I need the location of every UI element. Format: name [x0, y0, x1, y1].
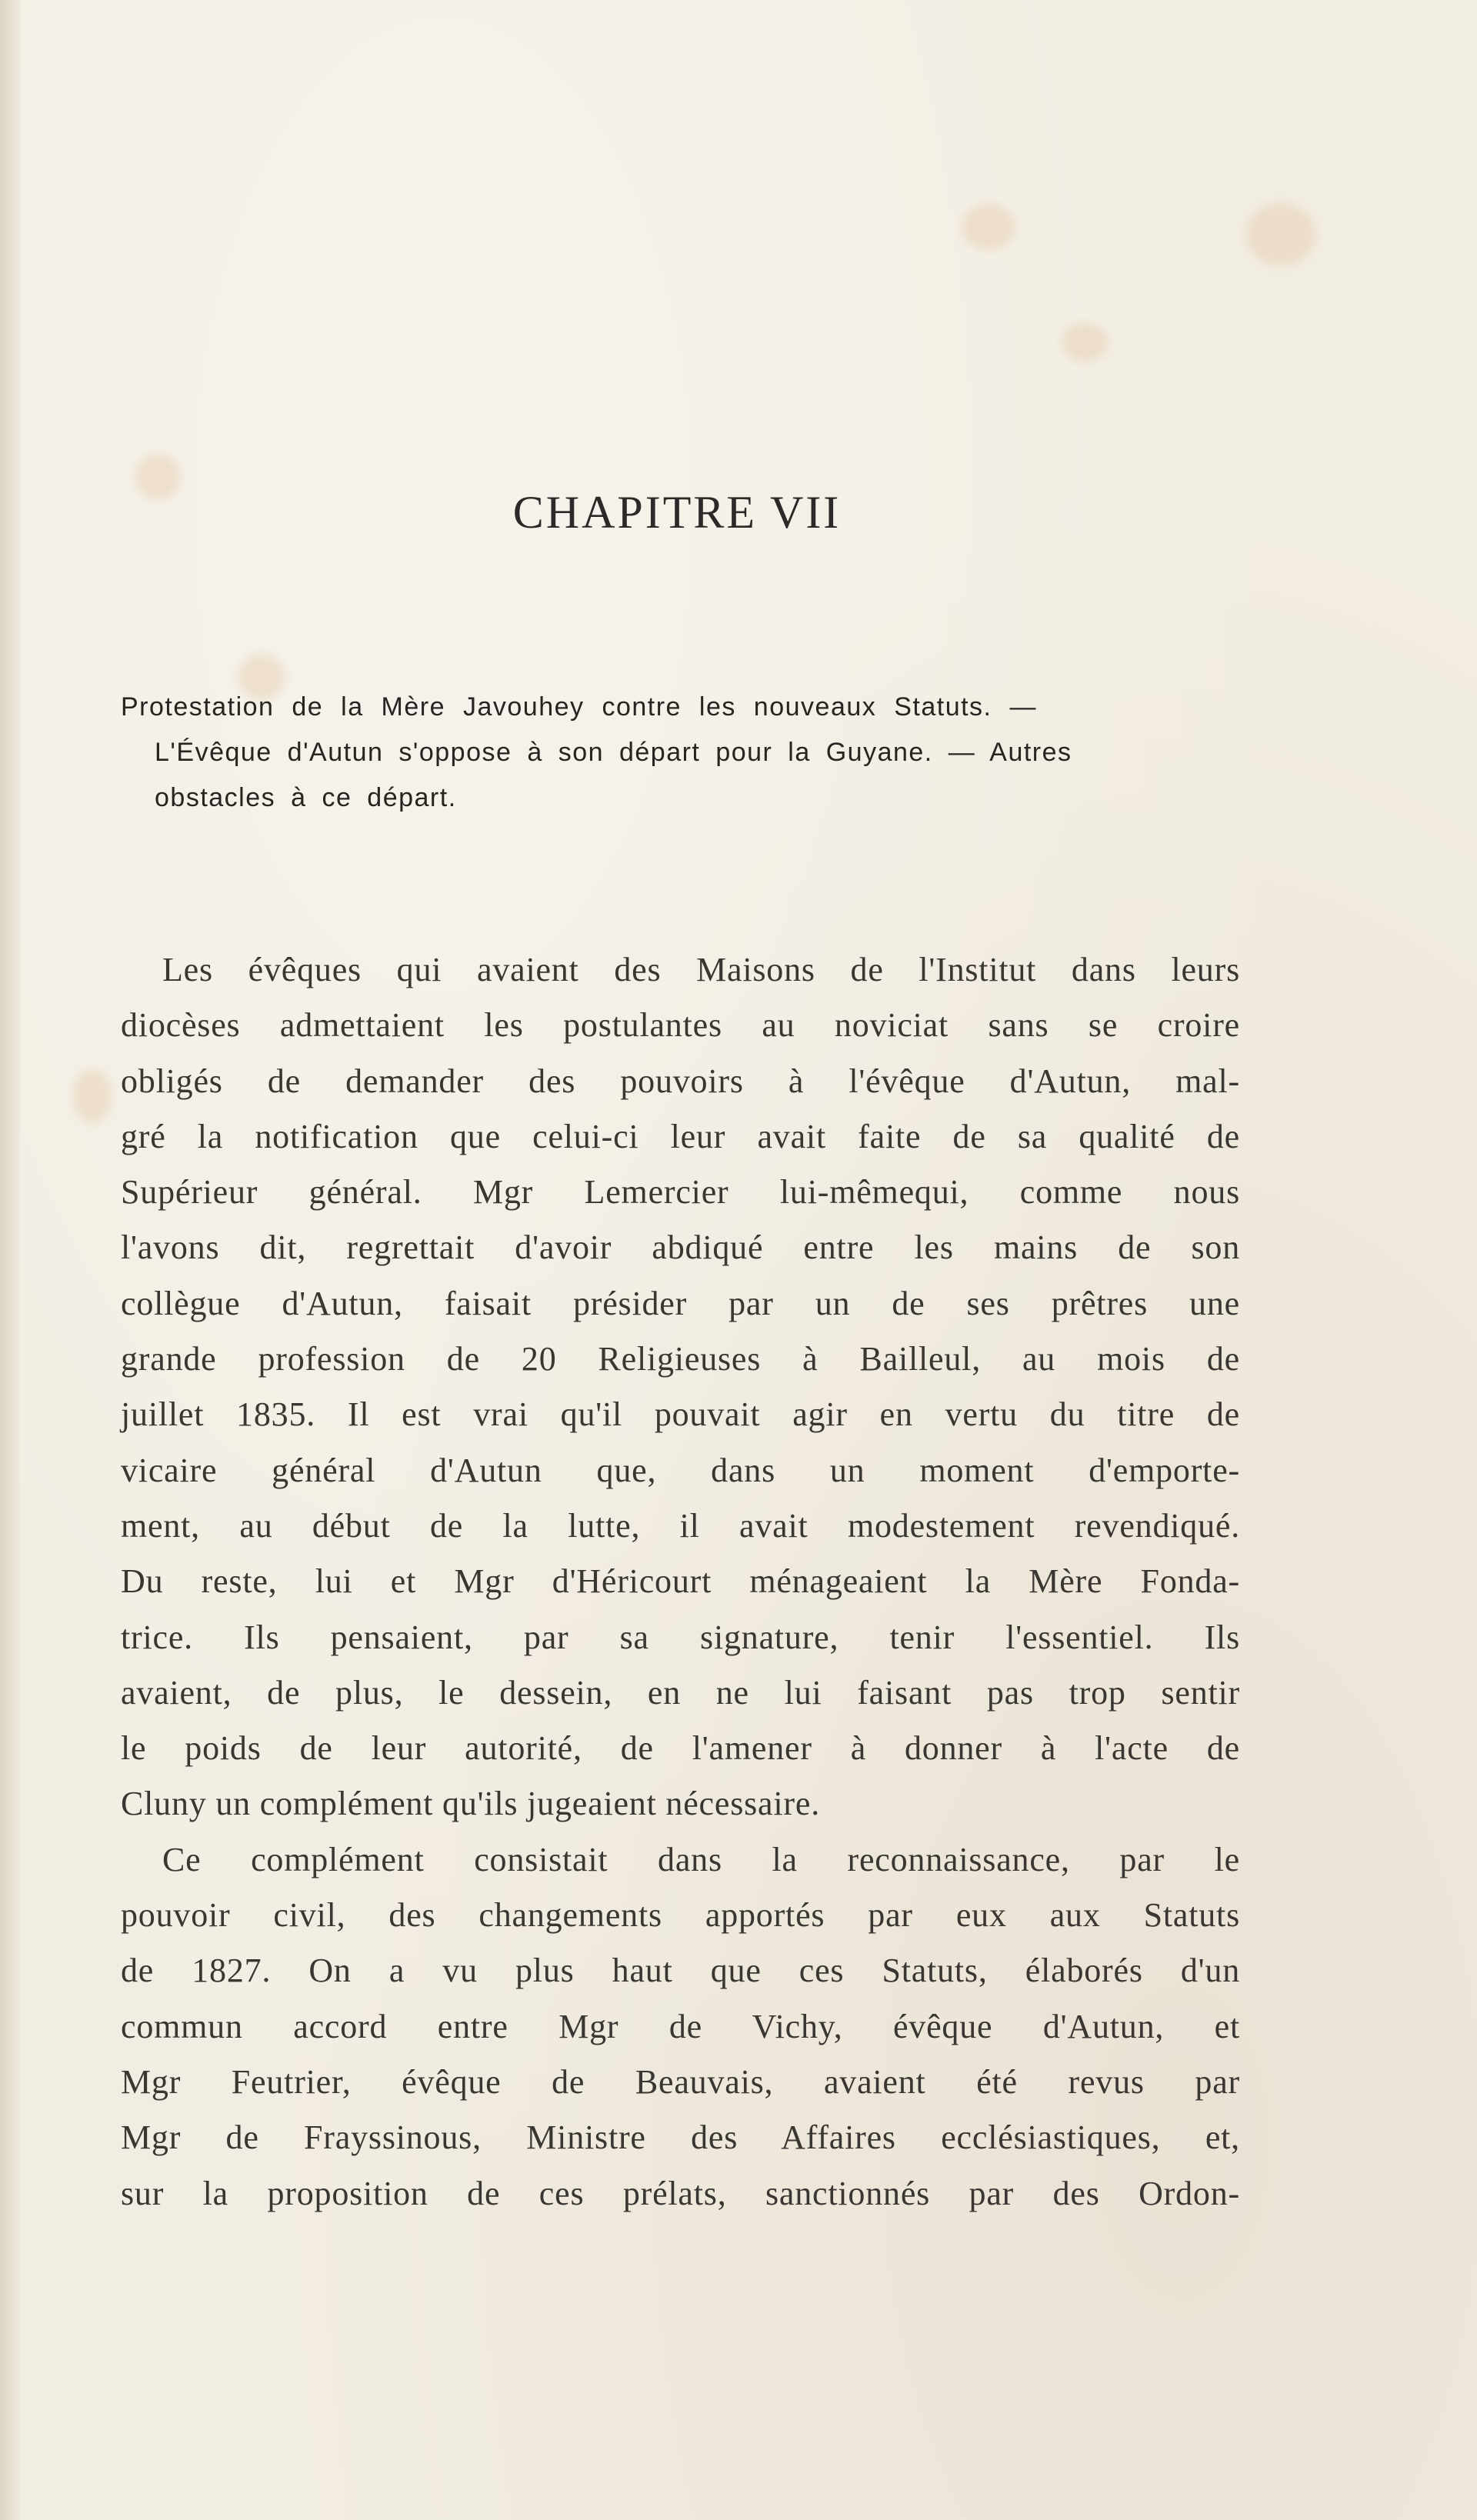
text-line: diocèses admettaient les postulantes au noviciat sans se croire — [121, 1006, 1240, 1045]
text-line: Supérieur général. Mgr Lemercier lui-mêmequi, comme nous — [121, 1173, 1240, 1212]
text-line: juillet 1835. Il est vrai qu'il pouvait agir en vertu du titre de — [121, 1395, 1240, 1434]
text-line: ment, au début de la lutte, il avait modestement revendiqué. — [121, 1506, 1240, 1545]
chapter-summary — [121, 685, 1244, 821]
text-line: de 1827. On a vu plus haut que ces Statuts, élaborés d'un — [121, 1952, 1240, 1990]
text-line: sur la proposition de ces prélats, sanctionnés par des Ordon- — [121, 2174, 1240, 2212]
paper-stain — [962, 204, 1015, 250]
summary-line: Protestation de la Mère Javouhey contre les nouveaux Statuts. — — [121, 692, 1037, 722]
paragraph-1 — [121, 942, 1240, 1832]
paper-stain — [1062, 323, 1108, 362]
page-binding-edge — [0, 0, 20, 2520]
text-line: Les évêques qui avaient des Maisons de l'Institut dans leurs — [162, 951, 1240, 988]
text-line: trice. Ils pensaient, par sa signature, tenir l'essentiel. Ils — [121, 1618, 1240, 1656]
text-line: Ce complément consistait dans la reconnaissance, par le — [162, 1840, 1240, 1878]
summary-line: L'Évêque d'Autun s'oppose à son départ pour la Guyane. — Autres — [155, 738, 1072, 767]
paper-stain — [73, 1069, 112, 1123]
body-text — [121, 942, 1240, 2222]
text-line: l'avons dit, regrettait d'avoir abdiqué entre les mains de son — [121, 1228, 1240, 1267]
text-line: Du reste, lui et Mgr d'Héricourt ménageaient la Mère Fonda- — [121, 1562, 1240, 1601]
chapter-title: CHAPITRE VII — [512, 487, 842, 538]
text-line: grande profession de 20 Religieuses à Bailleul, au mois de — [121, 1340, 1240, 1378]
paper-stain — [1246, 204, 1315, 265]
text-line: vicaire général d'Autun que, dans un moment d'emporte- — [121, 1451, 1240, 1489]
text-line: pouvoir civil, des changements apportés par eux aux Statuts — [121, 1896, 1240, 1935]
text-line: le poids de leur autorité, de l'amener à donner à l'acte de — [121, 1729, 1240, 1768]
text-line: gré la notification que celui-ci leur avait faite de sa qualité de — [121, 1117, 1240, 1155]
paper-stain — [135, 454, 181, 500]
paragraph-2 — [121, 1832, 1240, 2222]
text-line: collègue d'Autun, faisait présider par un de ses prêtres une — [121, 1284, 1240, 1322]
text-line: Mgr Feutrier, évêque de Beauvais, avaient été revus par — [121, 2062, 1240, 2101]
text-line: Mgr de Frayssinous, Ministre des Affaires ecclésiastiques, et, — [121, 2118, 1240, 2157]
text-line: avaient, de plus, le dessein, en ne lui faisant pas trop sentir — [121, 1673, 1240, 1712]
text-line: obligés de demander des pouvoirs à l'évêque d'Autun, mal- — [121, 1062, 1240, 1100]
text-line: commun accord entre Mgr de Vichy, évêque d'Autun, et — [121, 2007, 1240, 2045]
summary-line: obstacles à ce départ. — [155, 783, 457, 812]
text-line: Cluny un complément qu'ils jugeaient nécessaire. — [121, 1785, 820, 1823]
